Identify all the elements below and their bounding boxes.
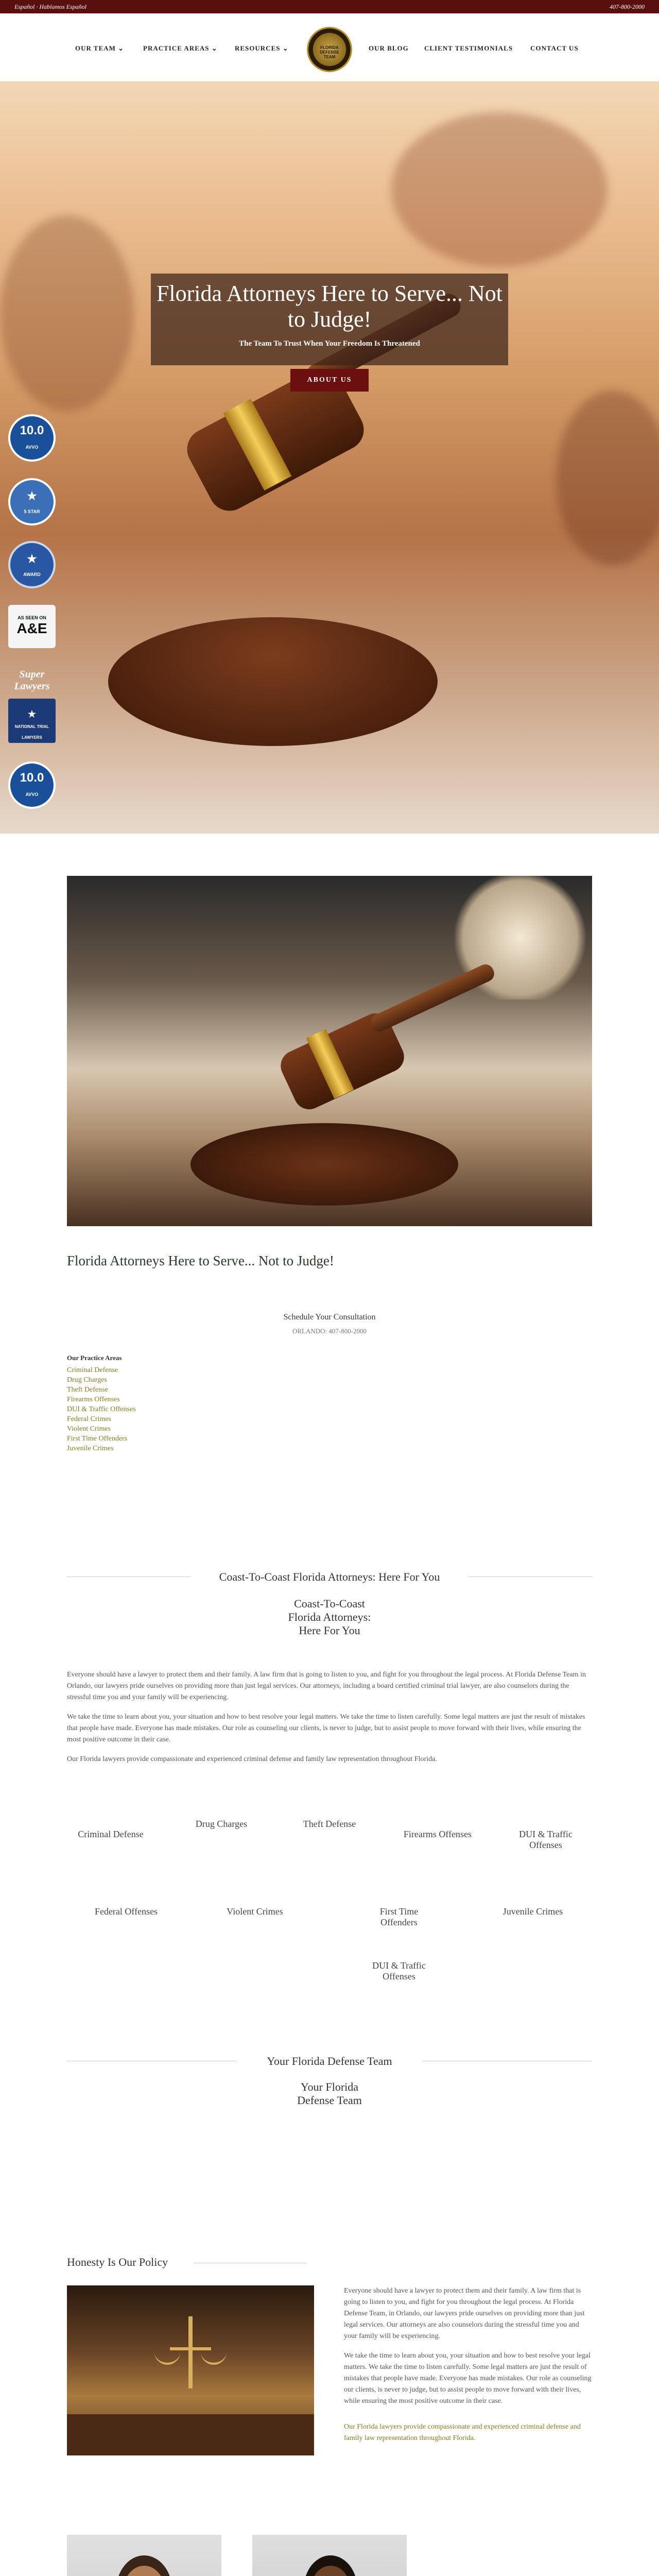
practice-area-item[interactable]: Criminal Defense (78, 1829, 144, 1839)
hero-title: Florida Attorneys Here to Serve... Not to Judge! (156, 281, 503, 332)
top-bar (0, 0, 659, 13)
hero-section (0, 81, 659, 834)
practice-link[interactable]: Federal Crimes (67, 1415, 111, 1423)
hero-subtitle: The Team To Trust When Your Freedom Is Threatened (239, 340, 420, 348)
coast-paragraph-2: We take the time to learn about you, your situation and how to best resolve your legal matters. We take the time to listen carefully. Some legal matters are just the result of mistakes that people have made. Everyone has made mistakes. Our role as counseling our clients, is never to judge, but to assist people to move forward with their lives, while ensuring the most positive outcome in their case. (67, 1713, 585, 1743)
nav-our-blog[interactable]: OUR BLOG (369, 44, 409, 52)
coast-paragraph-3: Our Florida lawyers provide compassionate and experienced criminal defense and family law representation throughout Florida. (67, 1755, 437, 1763)
practice-link[interactable]: Juvenile Crimes (67, 1445, 114, 1452)
honesty-heading: Honesty Is Our Policy (67, 2256, 168, 2268)
coast-heading: Coast-To-Coast Florida Attorneys: Here For You (219, 1570, 440, 1583)
practice-area-item[interactable]: DUI & Traffic Offenses (519, 1829, 573, 1850)
coast-paragraph-1: Everyone should have a lawyer to protect them and their family. A law firm that is going to listen to you, and fight for you throughout the legal process. At Florida Defense Team in Orlando, our lawyers pride ourselves on providing more than just legal services. Our attorneys, including a board certified criminal trial lawyer, are also counselors during the stressful time you and your family will be experiencing. (67, 1671, 586, 1701)
team-subheading: Your Florida Defense Team (297, 2080, 362, 2107)
practice-areas-list (67, 1365, 221, 1453)
intro-gavel-image (67, 876, 592, 1226)
practice-link[interactable]: Criminal Defense (67, 1366, 118, 1374)
practice-link[interactable]: Theft Defense (67, 1386, 108, 1394)
super-lawyers-badge[interactable]: Super Lawyers (14, 669, 50, 692)
practice-area-item[interactable]: Theft Defense (303, 1819, 356, 1829)
practice-areas-label: Our Practice Areas (67, 1354, 122, 1362)
attorney-photo-1[interactable] (67, 2535, 221, 2576)
practice-link[interactable]: DUI & Traffic Offenses (67, 1405, 136, 1413)
practice-area-item[interactable]: Firearms Offenses (403, 1829, 472, 1839)
team-heading: Your Florida Defense Team (267, 2055, 392, 2067)
as-seen-on-ae-badge[interactable]: AS SEEN ON A&E (8, 605, 56, 648)
logo-text: FLORIDA DEFENSE TEAM (320, 45, 339, 59)
nav-contact-us[interactable]: CONTACT US (530, 44, 579, 52)
honesty-paragraph-1: Everyone should have a lawyer to protect them and their family. A law firm that is going to listen to you, and fight for you throughout the legal process. At Florida Defense Team, in Orlando, our lawyers pride ourselves on providing more than just legal services. Our attorneys are also counselors during the stressful time you and your family will be experiencing. (344, 2287, 585, 2340)
hero-banner (151, 274, 508, 365)
attorney-photo-2[interactable] (252, 2535, 407, 2576)
about-us-button[interactable]: ABOUT US (290, 369, 369, 392)
practice-area-item[interactable]: Drug Charges (195, 1819, 248, 1829)
star-badge[interactable]: ★ 5 STAR (8, 478, 56, 526)
practice-area-item[interactable]: First Time Offenders (379, 1906, 419, 1927)
avvo-badge-1[interactable]: 10.0 AVVO (8, 414, 56, 462)
honesty-paragraph-2: We take the time to learn about you, your situation and how to best resolve your legal matters. We take the time to listen carefully. Some legal matters are just the result of mistakes that people have made. Everyone has made mistakes. Our role as counseling our clients, is never to judge, but to assist people to move forward with their lives, while ensuring the most positive outcome in their case. (344, 2352, 592, 2405)
nav-resources[interactable]: RESOURCES ⌄ (235, 44, 289, 52)
nav-practice-areas[interactable]: PRACTICE AREAS ⌄ (143, 44, 218, 52)
practice-area-item[interactable]: Violent Crimes (227, 1906, 283, 1917)
nav-client-testimonials[interactable]: CLIENT TESTIMONIALS (424, 44, 513, 52)
site-logo[interactable] (307, 27, 352, 72)
gavel-block-image (108, 617, 438, 746)
language-link[interactable]: Español · Hablamos Español (14, 3, 87, 10)
coast-subheading: Coast-To-Coast Florida Attorneys: Here For You (288, 1597, 371, 1637)
practice-link[interactable]: Firearms Offenses (67, 1396, 120, 1403)
intro-title: Florida Attorneys Here to Serve... Not to Judge! (67, 1253, 334, 1268)
practice-area-item[interactable]: Federal Offenses (94, 1906, 158, 1917)
nav-our-team[interactable]: OUR TEAM ⌄ (75, 44, 125, 52)
practice-link[interactable]: First Time Offenders (67, 1435, 128, 1443)
honesty-paragraph-3: Our Florida lawyers provide compassionate and experienced criminal defense and family law representation throughout Florida. (344, 2423, 581, 2442)
practice-link[interactable]: Violent Crimes (67, 1425, 111, 1433)
practice-link[interactable]: Drug Charges (67, 1376, 107, 1384)
practice-area-item[interactable]: DUI & Traffic Offenses (372, 1960, 426, 1981)
intro-phone[interactable]: ORLANDO: 407-800-2000 (292, 1327, 367, 1335)
practice-area-item[interactable]: Juvenile Crimes (502, 1906, 563, 1917)
courtroom-image (67, 2285, 314, 2455)
top-phone-link[interactable]: 407-800-2000 (610, 3, 645, 10)
award-badge[interactable]: ★ AWARD (8, 541, 56, 588)
national-trial-lawyers-badge[interactable]: ★ NATIONAL TRIAL LAWYERS (8, 699, 56, 743)
avvo-badge-2[interactable]: 10.0 AVVO (8, 761, 56, 809)
main-nav (0, 13, 659, 81)
schedule-heading: Schedule Your Consultation (283, 1313, 376, 1321)
